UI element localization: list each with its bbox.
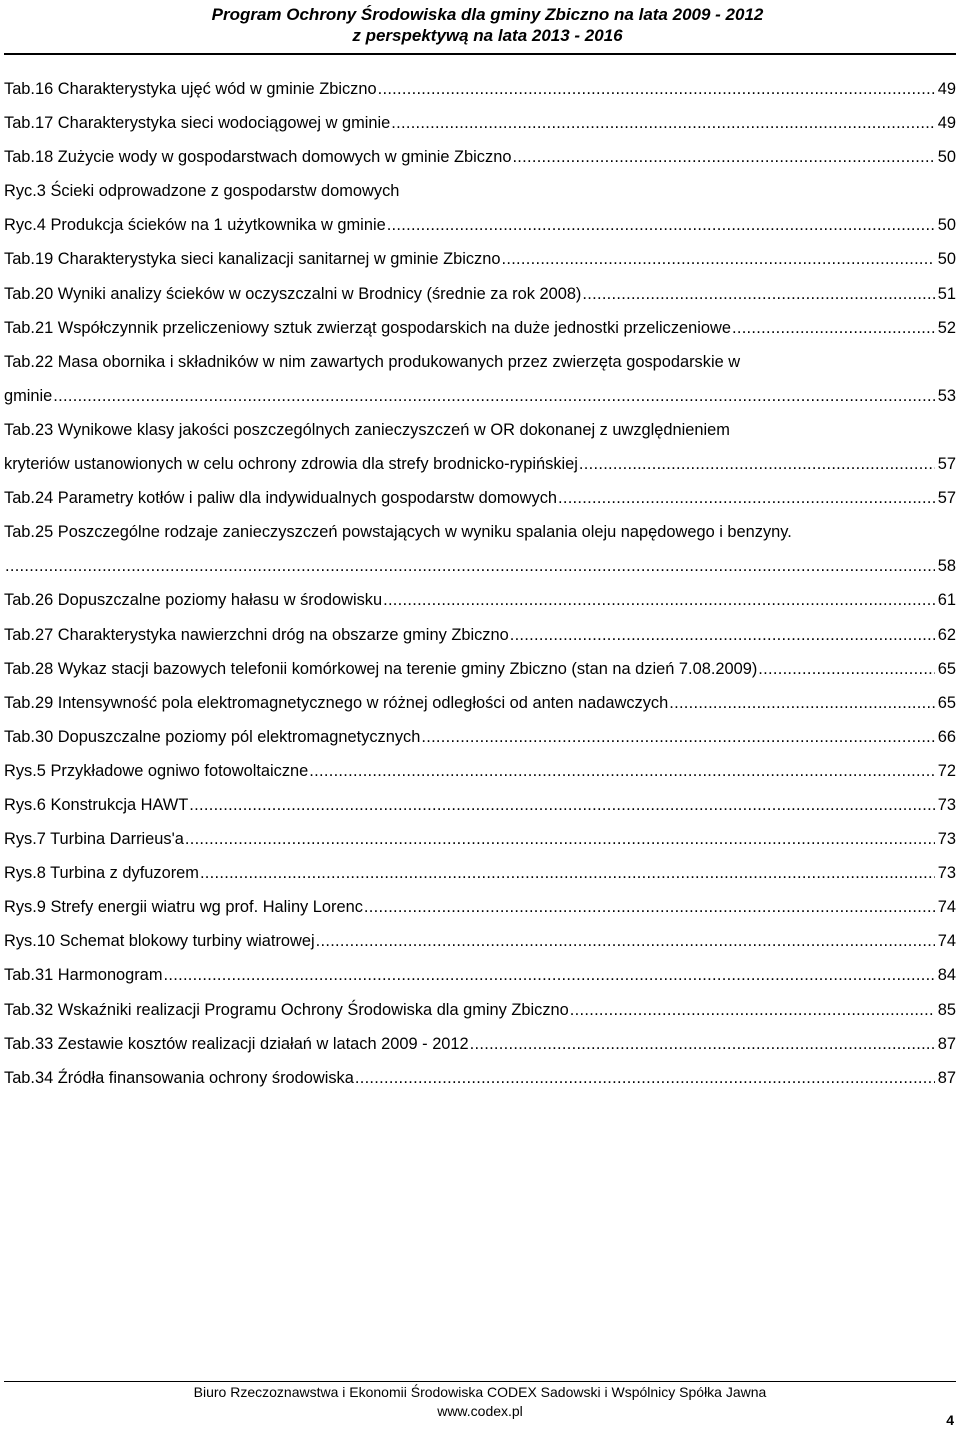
toc-entry[interactable] (4, 583, 956, 617)
toc-entry-title: Tab.25 Poszczególne rodzaje zanieczyszczeń powstających w wyniku spalania oleju napędowego i benzyny. (4, 523, 792, 542)
toc-entry-title: Ryc.3 Ścieki odprowadzone z gospodarstw domowych (4, 182, 400, 201)
toc-entry[interactable] (4, 106, 956, 140)
toc-entry[interactable] (4, 379, 956, 413)
toc-leader-dots (732, 311, 935, 345)
toc-leader-dots (470, 1027, 935, 1061)
toc-leader-dots (378, 72, 935, 106)
toc-entry-page: 49 (937, 114, 956, 133)
toc-entry-page: 66 (937, 727, 956, 746)
footer-company: Biuro Rzeczoznawstwa i Ekonomii Środowiska CODEX Sadowski i Wspólnicy Spółka Jawna (193, 1384, 767, 1400)
toc-entry-title: Rys.8 Turbina z dyfuzorem (4, 864, 199, 883)
toc-leader-dots (579, 447, 935, 481)
toc-entry[interactable] (4, 140, 956, 174)
footer-website[interactable]: www.codex.pl (437, 1403, 523, 1419)
toc-entry[interactable] (4, 1061, 956, 1095)
document-footer (0, 1383, 960, 1421)
toc-entry[interactable] (4, 686, 956, 720)
toc-entry-title: Tab.18 Zużycie wody w gospodarstwach domowych w gminie Zbiczno (4, 148, 512, 167)
toc-entry-title: Tab.21 Współczynnik przeliczeniowy sztuk zwierząt gospodarskich na duże jednostki przeliczeniowe (4, 318, 731, 337)
toc-leader-dots (364, 890, 935, 924)
toc-entry-title: Tab.28 Wykaz stacji bazowych telefonii komórkowej na terenie gminy Zbiczno (stan na dzień 7.08.2009) (4, 659, 758, 678)
toc-leader-dots (512, 140, 934, 174)
toc-entry-title: Tab.31 Harmonogram (4, 966, 163, 985)
header-subtitle: z perspektywą na lata 2013 - 2016 (352, 26, 623, 45)
toc-entry[interactable] (4, 242, 956, 276)
toc-entry[interactable] (4, 277, 956, 311)
toc-leader-dots (582, 277, 934, 311)
toc-entry-page: 84 (937, 966, 956, 985)
toc-entry[interactable] (4, 345, 956, 379)
toc-leader-dots (502, 242, 935, 276)
toc-entry[interactable] (4, 788, 956, 822)
document-header (0, 4, 960, 46)
toc-entry-page: 50 (937, 216, 956, 235)
toc-leader-dots (316, 924, 935, 958)
toc-entry[interactable] (4, 890, 956, 924)
toc-entry-title: Tab.29 Intensywność pola elektromagnetycznego w różnej odległości od anten nadawczych (4, 693, 669, 712)
toc-entry[interactable] (4, 72, 956, 106)
toc-entry[interactable] (4, 311, 956, 345)
toc-entry-page: 73 (937, 864, 956, 883)
toc-leader-dots (53, 379, 934, 413)
toc-entry-page: 58 (937, 557, 956, 576)
header-title: Program Ochrony Środowiska dla gminy Zbiczno na lata 2009 - 2012 (211, 5, 764, 24)
toc-entry-title: Tab.22 Masa obornika i składników w nim zawartych produkowanych przez zwierzęta gospodarskie w (4, 352, 741, 371)
toc-entry-page: 65 (937, 693, 956, 712)
toc-entry-title: Tab.33 Zestawie kosztów realizacji działań w latach 2009 - 2012 (4, 1034, 469, 1053)
toc-entry-page: 51 (937, 284, 956, 303)
toc-entry[interactable] (4, 549, 956, 583)
toc-leader-dots (387, 208, 935, 242)
toc-leader-dots (355, 1061, 935, 1095)
toc-entry[interactable] (4, 754, 956, 788)
toc-entry-page: 49 (937, 80, 956, 98)
toc-entry-page: 53 (937, 386, 956, 405)
toc-entry-page: 87 (937, 1034, 956, 1053)
toc-entry-title: Rys.9 Strefy energii wiatru wg prof. Haliny Lorenc (4, 898, 363, 917)
toc-entry[interactable] (4, 413, 956, 447)
toc-entry-page: 73 (937, 795, 956, 814)
toc-entry[interactable] (4, 856, 956, 890)
toc-entry-page: 50 (937, 250, 956, 269)
toc-entry-title: Tab.17 Charakterystyka sieci wodociągowej w gminie (4, 114, 391, 133)
toc-entry-title: Tab.19 Charakterystyka sieci kanalizacji sanitarnej w gminie Zbiczno (4, 250, 501, 269)
toc-entry-title: Tab.27 Charakterystyka nawierzchni dróg na obszarze gminy Zbiczno (4, 625, 509, 644)
toc-entry[interactable] (4, 720, 956, 754)
toc-leader-dots (570, 993, 935, 1027)
toc-entry[interactable] (4, 174, 956, 208)
toc-entry-title: Rys.10 Schemat blokowy turbiny wiatrowej (4, 932, 315, 951)
toc-leader-dots (758, 652, 934, 686)
toc-entry[interactable] (4, 447, 956, 481)
toc-entry-title: Ryc.4 Produkcja ścieków na 1 użytkownika w gminie (4, 216, 386, 235)
toc-leader-dots (391, 106, 934, 140)
header-divider (4, 53, 956, 55)
toc-entry-title: Tab.26 Dopuszczalne poziomy hałasu w środowisku (4, 591, 383, 610)
toc-leader-dots (189, 788, 934, 822)
toc-entry-page: 74 (937, 898, 956, 917)
toc-entry-page: 65 (937, 659, 956, 678)
toc-entry-page: 87 (937, 1068, 956, 1087)
toc-entry-page: 57 (937, 455, 956, 474)
toc-leader-dots (558, 481, 935, 515)
table-of-contents (4, 72, 956, 1095)
toc-leader-dots (185, 822, 935, 856)
toc-entry-title: Rys.6 Konstrukcja HAWT (4, 795, 189, 814)
toc-leader-dots (309, 754, 934, 788)
toc-leader-dots (200, 856, 935, 890)
toc-entry[interactable] (4, 481, 956, 515)
toc-entry[interactable] (4, 822, 956, 856)
toc-entry-page: 85 (937, 1000, 956, 1019)
toc-entry[interactable] (4, 515, 956, 549)
toc-entry[interactable] (4, 993, 956, 1027)
toc-entry-title: Tab.23 Wynikowe klasy jakości poszczególnych zanieczyszczeń w OR dokonanej z uwzględnieniem (4, 420, 730, 439)
toc-leader-dots (383, 583, 935, 617)
toc-entry-page: 72 (937, 761, 956, 780)
toc-entry[interactable] (4, 1027, 956, 1061)
toc-entry-title: kryteriów ustanowionych w celu ochrony zdrowia dla strefy brodnicko-rypińskiej (4, 455, 578, 474)
toc-entry[interactable] (4, 652, 956, 686)
toc-entry-title: Tab.24 Parametry kotłów i paliw dla indywidualnych gospodarstw domowych (4, 489, 557, 508)
footer-divider (4, 1381, 956, 1382)
toc-leader-dots (510, 618, 935, 652)
toc-entry-title: Tab.20 Wyniki analizy ścieków w oczyszczalni w Brodnicy (średnie za rok 2008) (4, 284, 582, 303)
page-number: 4 (946, 1412, 954, 1428)
toc-entry-page: 50 (937, 148, 956, 167)
toc-entry-title: Rys.5 Przykładowe ogniwo fotowoltaiczne (4, 761, 309, 780)
toc-entry-title: Tab.32 Wskaźniki realizacji Programu Ochrony Środowiska dla gminy Zbiczno (4, 1000, 569, 1019)
toc-entry-title: gminie (4, 386, 53, 405)
toc-entry-title: Tab.30 Dopuszczalne poziomy pól elektromagnetycznych (4, 727, 421, 746)
toc-entry[interactable] (4, 924, 956, 958)
toc-entry[interactable] (4, 618, 956, 652)
toc-entry-page: 61 (937, 591, 956, 610)
toc-leader-dots (5, 549, 935, 583)
toc-entry-page: 73 (937, 830, 956, 849)
toc-leader-dots (421, 720, 934, 754)
toc-entry-title: Rys.7 Turbina Darrieus'a (4, 830, 184, 849)
toc-leader-dots (669, 686, 935, 720)
toc-entry-title: Tab.16 Charakterystyka ujęć wód w gminie Zbiczno (4, 80, 377, 98)
toc-entry[interactable] (4, 958, 956, 992)
toc-entry-page: 52 (937, 318, 956, 337)
toc-entry-title: Tab.34 Źródła finansowania ochrony środowiska (4, 1068, 354, 1087)
toc-entry-page: 62 (937, 625, 956, 644)
toc-leader-dots (164, 958, 935, 992)
toc-entry-page: 57 (937, 489, 956, 508)
toc-entry[interactable] (4, 208, 956, 242)
toc-entry-page: 74 (937, 932, 956, 951)
